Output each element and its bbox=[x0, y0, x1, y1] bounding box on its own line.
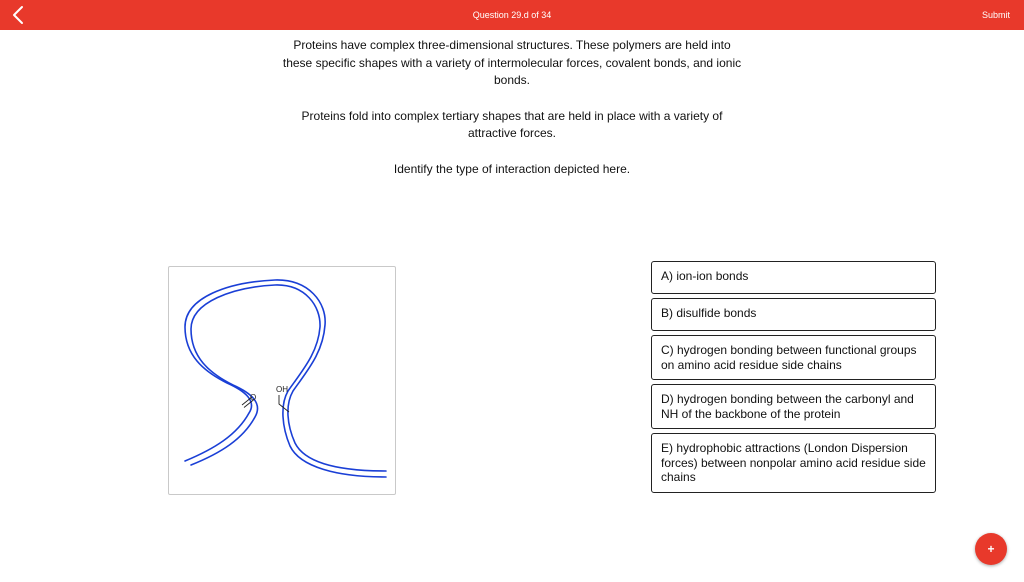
submit-button[interactable]: Submit bbox=[981, 10, 1010, 20]
question-prompt bbox=[0, 37, 1024, 178]
prompt-paragraph-2: Proteins fold into complex tertiary shapes that are held in place with a variety of attractive forces. bbox=[301, 108, 723, 140]
back-button[interactable] bbox=[6, 3, 30, 27]
choice-c[interactable]: C) hydrogen bonding between functional groups on amino acid residue side chains bbox=[651, 335, 936, 380]
add-button[interactable] bbox=[975, 533, 1007, 565]
protein-diagram bbox=[168, 266, 396, 495]
prompt-paragraph-1: Proteins have complex three-dimensional structures. These polymers are held into these specific shapes with a variety of intermolecular forces, covalent bonds, and ionic bonds. bbox=[282, 38, 742, 87]
backbone-strand-inner bbox=[191, 285, 386, 477]
question-text: Identify the type of interaction depicted here. bbox=[393, 161, 631, 176]
top-bar bbox=[0, 0, 1024, 30]
question-counter: Question 29.d of 34 bbox=[472, 10, 552, 20]
choice-b[interactable]: B) disulfide bonds bbox=[651, 298, 936, 331]
backbone-strand-outer bbox=[185, 280, 386, 471]
plus-icon: + bbox=[987, 542, 995, 556]
hydroxyl-label: OH bbox=[276, 385, 288, 394]
chevron-left-icon bbox=[11, 5, 25, 25]
answer-choices bbox=[651, 261, 936, 497]
choice-e[interactable]: E) hydrophobic attractions (London Dispersion forces) between nonpolar amino acid residue side chains bbox=[651, 433, 936, 493]
protein-backbone-drawing bbox=[169, 267, 395, 494]
choice-a[interactable]: A) ion-ion bonds bbox=[651, 261, 936, 294]
choice-d[interactable]: D) hydrogen bonding between the carbonyl and NH of the backbone of the protein bbox=[651, 384, 936, 429]
carbonyl-label: O bbox=[250, 393, 257, 402]
